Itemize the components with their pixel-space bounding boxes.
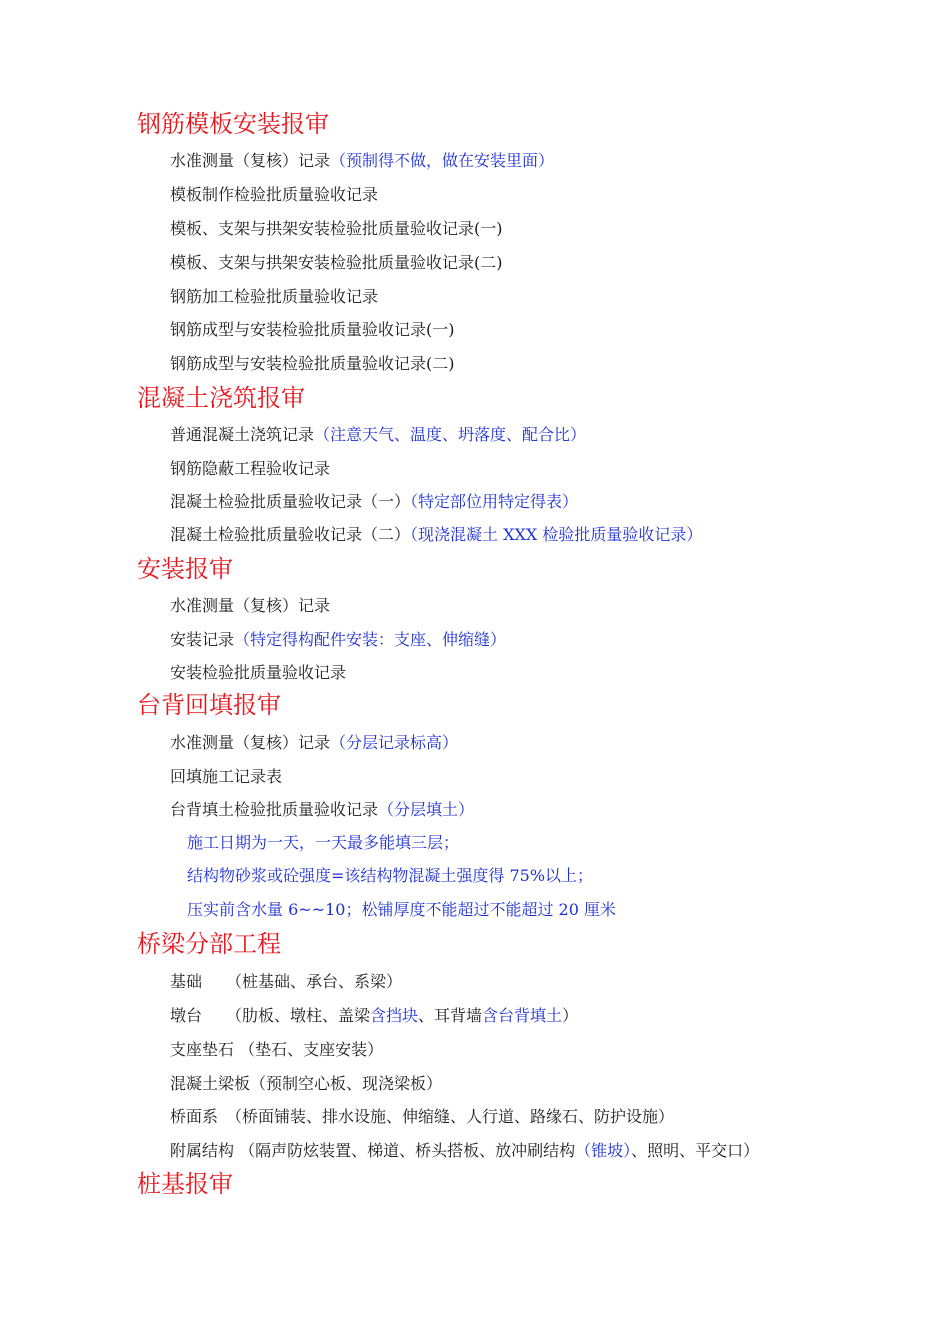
item-text: 普通混凝土浇筑记录 xyxy=(170,425,315,444)
note-text: （特定部位用特定得表） xyxy=(410,492,579,511)
list-item xyxy=(170,800,474,820)
list-item xyxy=(187,866,593,886)
note-text: 施工日期为一天，一天最多能填三层； xyxy=(187,833,460,852)
item-text: ） xyxy=(562,1006,579,1025)
item-text: 钢筋加工检验批质量验收记录 xyxy=(170,287,379,306)
list-item xyxy=(170,1040,383,1060)
note-text: （现浇混凝土 XXX 检验批质量验收记录） xyxy=(410,525,703,544)
list-item xyxy=(170,733,458,753)
section-title: 混凝土浇筑报审 xyxy=(137,384,305,412)
note-text: （特定得构配件安装：支座、伸缩缝） xyxy=(234,630,507,649)
item-text: 台背填土检验批质量验收记录 xyxy=(170,800,379,819)
list-item xyxy=(187,833,459,853)
item-text: 安装记录 xyxy=(170,630,235,649)
section-title: 桥梁分部工程 xyxy=(137,930,281,958)
list-item xyxy=(170,459,330,479)
list-item xyxy=(170,1074,442,1094)
item-text: 钢筋成型与安装检验批质量验收记录(二) xyxy=(170,354,455,373)
item-text: 墩台 （肋板、墩柱、盖梁 xyxy=(170,1006,371,1025)
item-text: 水准测量（复核）记录 xyxy=(170,733,331,752)
item-text: 模板、支架与拱架安装检验批质量验收记录(一) xyxy=(170,219,503,238)
item-text: 支座垫石 （垫石、支座安装） xyxy=(170,1040,384,1059)
section-title: 桩基报审 xyxy=(137,1170,233,1198)
note-text: （锥坡） xyxy=(575,1141,632,1160)
section-title: 台背回填报审 xyxy=(137,691,281,719)
list-item xyxy=(170,1141,759,1161)
list-item xyxy=(170,767,282,787)
item-text: 、照明、平交口） xyxy=(631,1141,760,1160)
list-item xyxy=(170,1006,578,1026)
list-item xyxy=(170,663,346,683)
note-text: 结构物砂浆或砼强度=该结构物混凝土强度得 75%以上； xyxy=(187,866,594,885)
list-item xyxy=(170,596,330,616)
item-text: 附属结构 （隔声防炫装置、梯道、桥头搭板、放冲刷结构 xyxy=(170,1141,576,1160)
item-text: 回填施工记录表 xyxy=(170,767,283,786)
list-item xyxy=(170,972,402,992)
item-text: 桥面系 （桥面铺装、排水设施、伸缩缝、人行道、路缘石、防护设施） xyxy=(170,1107,675,1126)
list-item xyxy=(170,185,378,205)
item-text: 水准测量（复核）记录 xyxy=(170,596,331,615)
item-text: 混凝土检验批质量验收记录（二） xyxy=(170,525,411,544)
note-text: 压实前含水量 6~~10；松铺厚度不能超过不能超过 20 厘米 xyxy=(187,900,616,919)
item-text: 混凝土梁板（预制空心板、现浇梁板） xyxy=(170,1074,443,1093)
list-item xyxy=(170,320,455,340)
item-text: 模板、支架与拱架安装检验批质量验收记录(二) xyxy=(170,253,503,272)
item-text: 基础 （桩基础、承台、系梁） xyxy=(170,972,403,991)
item-text: 水准测量（复核）记录 xyxy=(170,151,331,170)
list-item xyxy=(170,354,455,374)
item-text: 混凝土检验批质量验收记录（一） xyxy=(170,492,411,511)
list-item xyxy=(170,425,586,445)
item-text: 安装检验批质量验收记录 xyxy=(170,663,347,682)
list-item xyxy=(170,630,506,650)
item-text: 钢筋隐蔽工程验收记录 xyxy=(170,459,331,478)
list-item xyxy=(170,253,503,273)
section-title: 安装报审 xyxy=(137,555,233,583)
section-title: 钢筋模板安装报审 xyxy=(137,110,329,138)
item-text: 、耳背墙 xyxy=(418,1006,483,1025)
note-text: （分层记录标高） xyxy=(330,733,459,752)
list-item xyxy=(170,1107,674,1127)
list-item xyxy=(170,287,378,307)
item-text: 钢筋成型与安装检验批质量验收记录(一) xyxy=(170,320,455,339)
item-text: 模板制作检验批质量验收记录 xyxy=(170,185,379,204)
note-text: （注意天气、温度、坍落度、配合比） xyxy=(314,425,587,444)
note-text: （分层填土） xyxy=(378,800,475,819)
list-item xyxy=(170,151,554,171)
list-item xyxy=(170,525,702,545)
list-item xyxy=(170,219,503,239)
note-text: （预制得不做，做在安装里面） xyxy=(330,151,555,170)
list-item xyxy=(187,900,616,920)
note-text: 含台背填土 xyxy=(482,1006,563,1025)
list-item xyxy=(170,492,578,512)
note-text: 含挡块 xyxy=(370,1006,419,1025)
